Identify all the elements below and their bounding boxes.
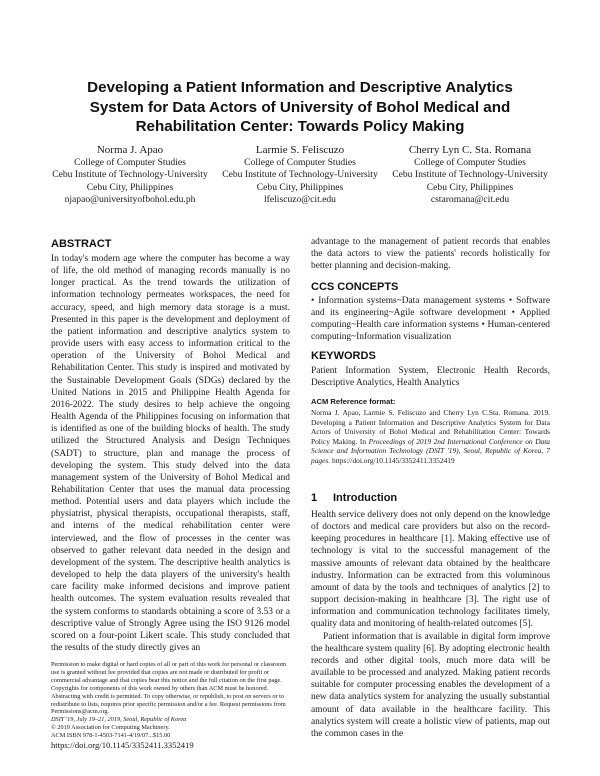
abstract-text: In today's modern age where the computer has become a way of life, the old method of managing records manually is no longer practical. As the trend towards the utilization of information technology permeates workspaces, the need for accuracy, speed, and high memory data storage is a must. Presented in this paper is the development and deployment of the patient information and descriptive analytics system to provide users with easy access to information critical to the operation of the University of Bohol Medical and Rehabilitation Center. This study is inspired and motivated by the Sustainable Development Goals (SDGs) declared by the United Nations in 2015 and Philippine Health Agenda for 2016-2022. The study desires to help achieve the ongoing Health Agenda of the Philippines focusing on information that is identified as one of the building blocks of health. The study utilized the Structured Analysis and Design Techniques (SADT) to structure, plan and manage the process of developing the system. This study delved into the data management system of the University of Bohol Medical and Rehabilitation Center that uses the manual data processing method. Potential users and data players which include the physiatrist, physical therapists, occupational therapists, staff, and interns of the medical rehabilitation center were interviewed, and the flow of processes in the center was observed to gather relevant data needed in the design and development of the system. The descriptive health analytics is developed to help the data players of the university's health care facility make informed decisions and improve patient health outcomes. The system evaluation results revealed that the system conforms to standards obtaining a score of 3.53 or a descriptive value of Strongly Agree using the ISO 9126 model scored on a four-point Likert scale. This study concluded that the results of the study directly gives an [51,254,290,653]
permission-block [51,661,290,751]
reference-doi[interactable]: https://doi.org/10.1145/3352411.3352419 [331,455,455,465]
introduction-heading [311,491,550,505]
introduction-text [311,509,550,740]
author-email: lfeliscuzo@cit.edu [264,194,336,206]
keywords-heading: KEYWORDS [311,350,376,362]
author-name: Larmie S. Feliscuzo [255,144,345,156]
author-city: Cebu City, Philippines [256,181,344,193]
introduction-paragraph-1: Health service delivery does not only depend on the knowledge of doctors and medical care providers but also on the record-keeping procedures in healthcare [1]. Making effective use of technology is vital to the successful management of the massive amounts of relevant data obtained by the healthcare industry. Information can be extracted from this voluminous amount of data by the tools and techniques of analytics [2] to support decision-making in healthcare [3]. The right use of information and communication technology facilitates timely, quality data and monitoring of health-related outcomes [5]. [311,510,550,630]
author-name: Cherry Lyn C. Sta. Romana [408,144,532,156]
permission-text: Permission to make digital or hard copies of all or part of this work for personal or classroom use is granted without fee provided that copies are not made or distributed for profit or commercial advantage and that copies bear this notice and the full citation on the first page. Copyrights for components of this work owned by others than ACM must be honored. Abstracting with credit is permitted. To copy otherwise, or republish, to post on servers or to redistribute to lists, requires prior specific permission and/or a fee. Request permissions from Permissions@acm.org. [51,661,287,716]
author-block [40,143,560,206]
keywords-text: Patient Information System, Electronic Health Records, Descriptive Analytics, Health Analytics [311,366,550,389]
author-city: Cebu City, Philippines [86,181,174,193]
acm-reference-heading: ACM Reference format: [311,397,396,406]
author-email: njapao@universityofbohol.edu.ph [64,194,196,206]
section-title: Introduction [333,492,398,504]
author-3 [380,143,560,207]
conference-venue: DSIT '19, July 19–21, 2019, Seoul, Republic of Korea [51,716,187,724]
author-email: cstaromana@cit.edu [430,194,510,206]
proceedings-title: Proceedings of 2019 2nd International Conference on Data Science and Information Technology (DSIT '19), Seoul, Republic of Korea, 7 pages. [311,436,550,465]
author-university: Cebu Institute of Technology-University [392,169,548,181]
author-college: College of Computer Studies [244,157,356,168]
author-college: College of Computer Studies [74,157,186,168]
ccs-heading: CCS CONCEPTS [311,281,399,293]
author-name: Norma J. Apao [96,144,164,156]
ccs-text: • Information systems~Data management systems • Software and its engineering~Agile software development • Applied computing~Health care information systems • Human-centered computing~Information visualization [311,296,550,343]
author-2 [210,143,390,207]
copyright-line: © 2019 Association for Computing Machinery. [51,724,170,732]
paper-title: Developing a Patient Information and Descriptive Analytics System for Data Actors of University of Bohol Medical and Rehabilitation Center: Towards Policy Making [87,79,513,135]
author-university: Cebu Institute of Technology-University [52,169,208,181]
author-1 [40,143,220,207]
author-university: Cebu Institute of Technology-University [222,169,378,181]
section-number: 1 [311,492,318,504]
introduction-paragraph-2: Patient information that is available in digital form improve the healthcare system quality [6]. By adopting electronic health records and other digital tools, much more data will be available to be processed and analyzed. Making patient records suitable for computer processing enables the development of a new data analytics system for analyzing the usually substantial amount of data available in the healthcare facility. This analytics system will create a holistic view of patients, map out the common cases in the [311,631,550,739]
isbn-line: ACM ISBN 978-1-4503-7141-4/19/07...$15.00 [51,732,171,740]
abstract-heading: ABSTRACT [51,238,112,250]
author-college: College of Computer Studies [414,157,526,168]
doi-link[interactable]: https://doi.org/10.1145/3352411.3352419 [51,740,194,751]
author-city: Cebu City, Philippines [426,181,514,193]
acm-reference-text: Norma J. Apao, Larmie S. Feliscuzo and Cherry Lyn C.Sta. Romana. 2019. Developing a Patient Information and Descriptive Analytics System for Data Actors of University of Bohol Medical and Rehabilitation Center: Towards Policy Making. In Proceedings of 2019 2nd International Conference on Data Science and Information Technology (DSIT '19), Seoul, Republic of Korea, 7 pages. https://doi.org/10.1145/3352411.3352419 [311,408,550,465]
abstract-continuation: advantage to the management of patient records that enables the data actors to view the patients' records holistically for better planning and decision-making. [311,237,550,272]
